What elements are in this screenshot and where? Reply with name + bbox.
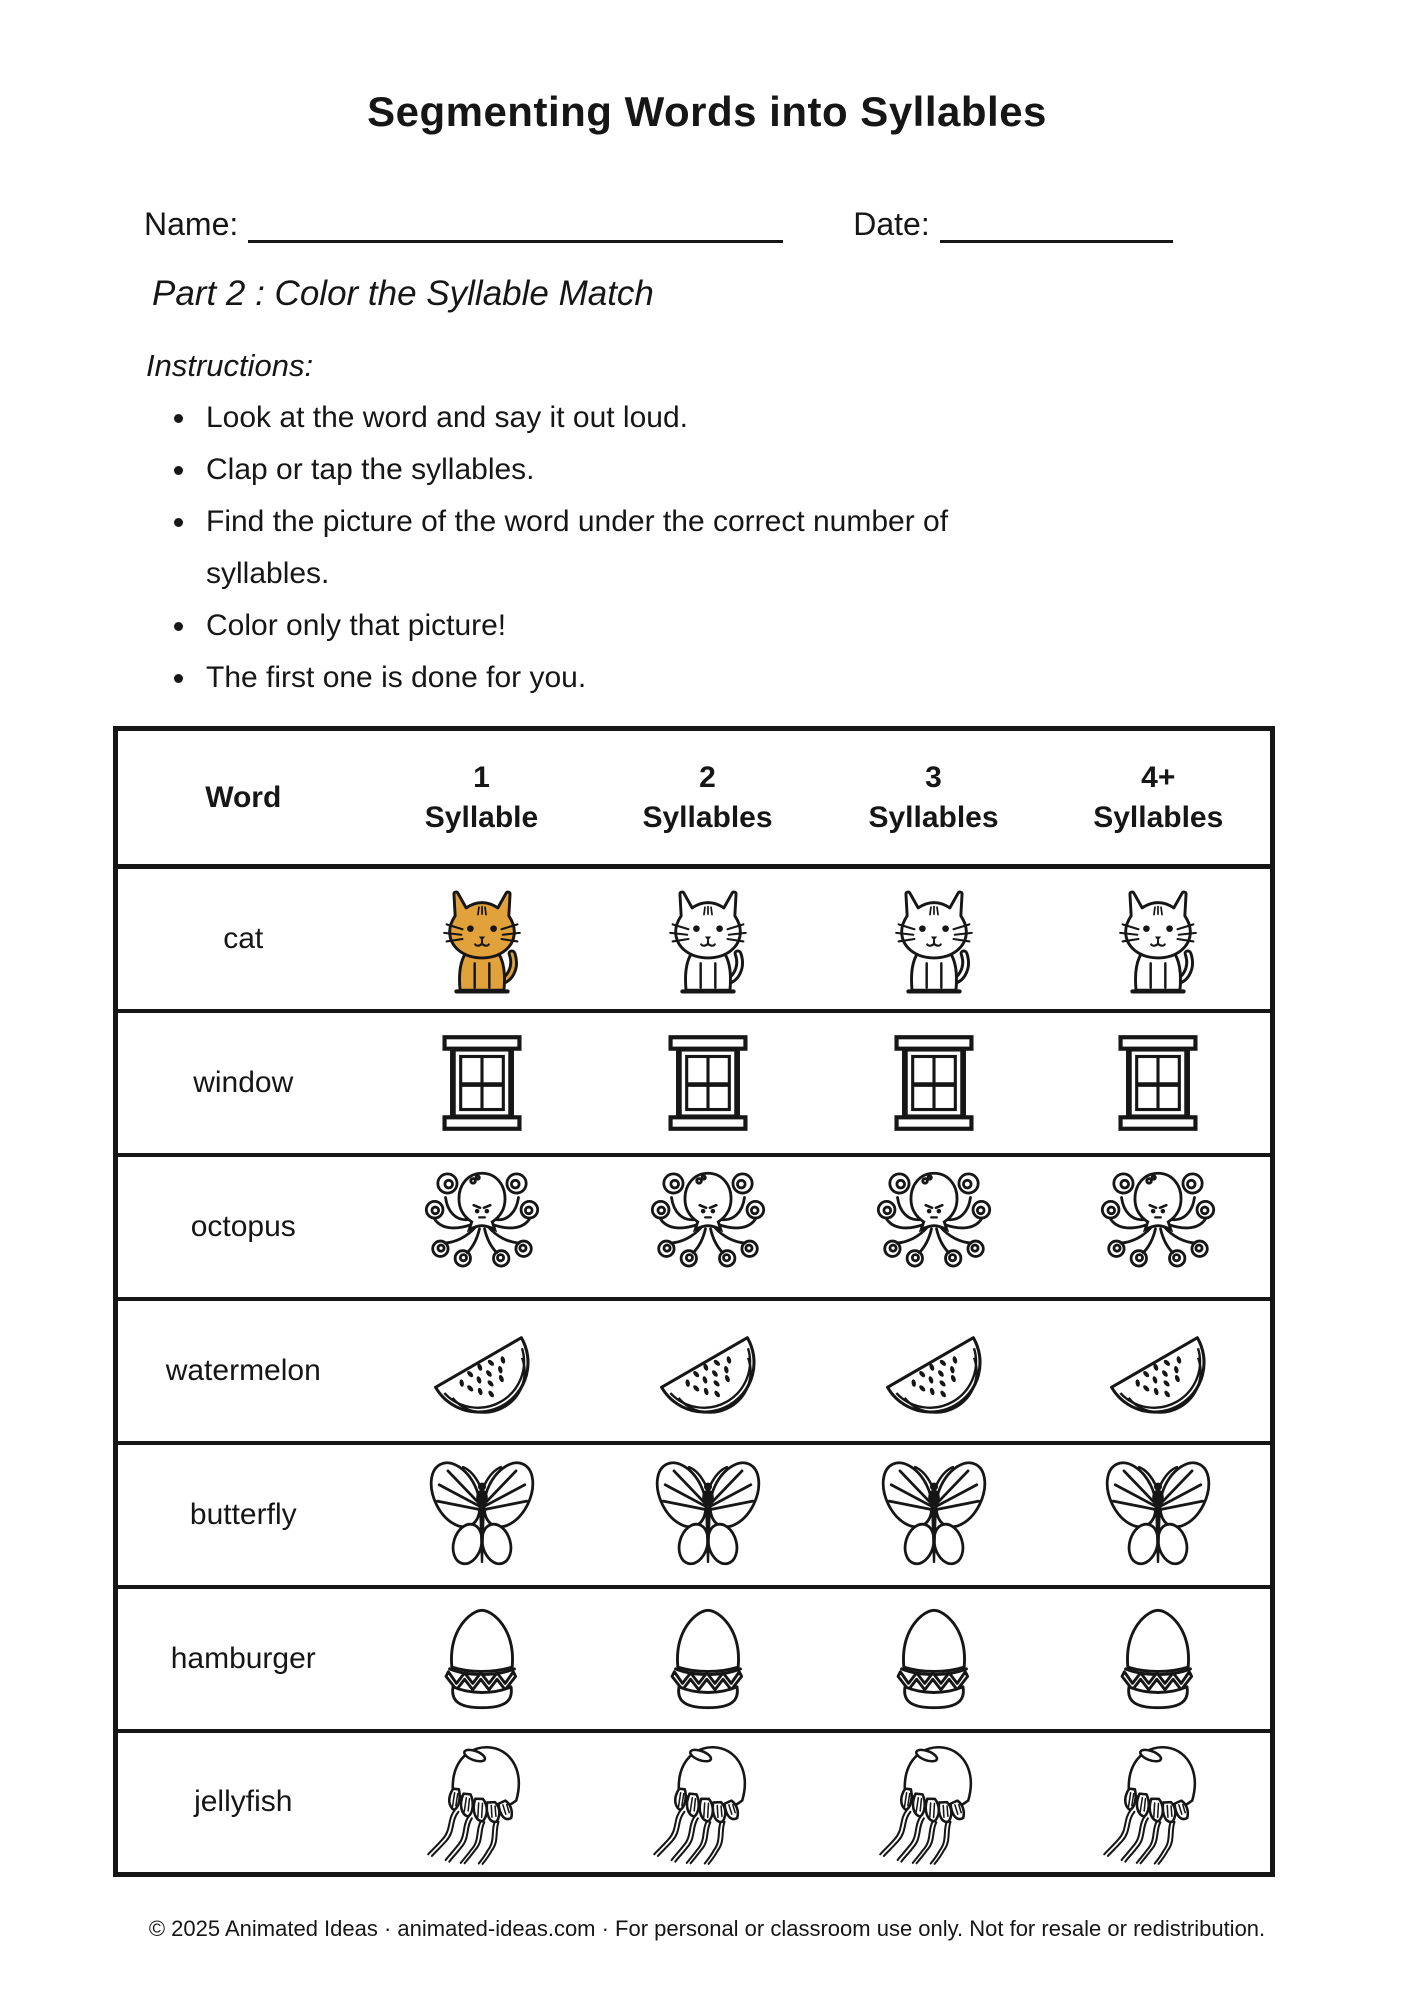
jellyfish-icon[interactable] [417, 1738, 547, 1866]
footer-note: © 2025 Animated Ideas · animated-ideas.com · For personal or classroom use only. Not for resale or redistribution. [148, 1916, 1266, 1941]
picture-cell[interactable] [1047, 1011, 1273, 1155]
window-icon[interactable] [656, 1027, 760, 1139]
picture-cell[interactable] [595, 1443, 821, 1587]
picture-cell[interactable] [369, 1443, 595, 1587]
word-label: watermelon [116, 1299, 369, 1443]
octopus-icon[interactable] [413, 1163, 551, 1291]
picture-cell[interactable] [369, 1155, 595, 1299]
picture-cell[interactable] [1047, 1299, 1273, 1443]
table-row [116, 1299, 1273, 1443]
picture-cell[interactable] [821, 1443, 1047, 1587]
octopus-icon[interactable] [639, 1163, 777, 1291]
octopus-icon[interactable] [1089, 1163, 1227, 1291]
word-label: jellyfish [194, 1785, 293, 1819]
instruction-item: • Color only that picture! [198, 600, 1008, 652]
picture-cell[interactable] [1047, 867, 1273, 1011]
cat-icon[interactable] [873, 878, 995, 1000]
picture-cell[interactable] [369, 1587, 595, 1731]
watermelon-icon[interactable] [418, 1312, 546, 1430]
instruction-item: • Clap or tap the syllables. [198, 444, 1008, 496]
butterfly-icon[interactable] [418, 1452, 546, 1578]
picture-cell[interactable] [821, 1731, 1047, 1875]
instructions-list [150, 392, 1008, 704]
date-blank-line[interactable] [940, 204, 1173, 243]
watermelon-icon[interactable] [870, 1312, 998, 1430]
picture-cell[interactable] [1047, 1587, 1273, 1731]
cat-icon[interactable] [647, 878, 769, 1000]
watermelon-icon[interactable] [1094, 1312, 1222, 1430]
octopus-icon[interactable] [865, 1163, 1003, 1291]
table-row [116, 1587, 1273, 1731]
picture-cell[interactable] [1047, 1155, 1273, 1299]
picture-cell[interactable] [369, 867, 595, 1011]
word-label: cat [116, 867, 369, 1011]
picture-cell[interactable] [595, 867, 821, 1011]
picture-cell[interactable] [821, 867, 1047, 1011]
word-label: hamburger [116, 1587, 369, 1731]
picture-cell[interactable] [595, 1011, 821, 1155]
syllable-table [113, 726, 1275, 1877]
picture-cell[interactable] [1047, 1443, 1273, 1587]
instruction-item: • The first one is done for you. [198, 652, 1008, 704]
table-header-row [116, 729, 1273, 867]
butterfly-icon[interactable] [870, 1452, 998, 1578]
butterfly-icon[interactable] [644, 1452, 772, 1578]
picture-cell[interactable] [369, 1299, 595, 1443]
table-row [116, 1011, 1273, 1155]
column-header-2-syllables: 2 Syllables [595, 729, 821, 867]
word-label: butterfly [116, 1443, 369, 1587]
hamburger-icon[interactable] [423, 1601, 541, 1717]
picture-cell[interactable] [595, 1299, 821, 1443]
column-header-3-syllables: 3 Syllables [821, 729, 1047, 867]
name-blank-line[interactable] [248, 204, 783, 243]
table-row [116, 1443, 1273, 1587]
picture-cell[interactable] [1047, 1731, 1273, 1875]
column-header-word: Word [116, 729, 369, 867]
window-icon[interactable] [1106, 1027, 1210, 1139]
jellyfish-icon[interactable] [869, 1738, 999, 1866]
page-title: Segmenting Words into Syllables [367, 88, 1047, 135]
table-row [116, 867, 1273, 1011]
window-icon[interactable] [430, 1027, 534, 1139]
picture-cell[interactable] [821, 1011, 1047, 1155]
column-header-1-syllable: 1 Syllable [369, 729, 595, 867]
hamburger-icon[interactable] [875, 1601, 993, 1717]
cat-icon[interactable] [1097, 878, 1219, 1000]
picture-cell[interactable] [821, 1587, 1047, 1731]
picture-cell[interactable] [821, 1299, 1047, 1443]
table-body [116, 867, 1273, 1875]
section-heading: Part 2 : Color the Syllable Match [152, 274, 654, 313]
instructions-label: Instructions: [146, 348, 314, 383]
name-label: Name: [144, 206, 239, 242]
picture-cell[interactable] [595, 1587, 821, 1731]
date-label: Date: [853, 206, 930, 242]
picture-cell[interactable] [595, 1731, 821, 1875]
picture-cell[interactable] [369, 1731, 595, 1875]
table-row [116, 1731, 1273, 1875]
picture-cell[interactable] [595, 1155, 821, 1299]
watermelon-icon[interactable] [644, 1312, 772, 1430]
jellyfish-icon[interactable] [1093, 1738, 1223, 1866]
butterfly-icon[interactable] [1094, 1452, 1222, 1578]
column-header-4plus-syllables: 4+ Syllables [1047, 729, 1273, 867]
picture-cell[interactable] [369, 1011, 595, 1155]
name-date-row [144, 204, 1173, 243]
word-label: window [116, 1011, 369, 1155]
window-icon[interactable] [882, 1027, 986, 1139]
instruction-item: • Look at the word and say it out loud. [198, 392, 1008, 444]
table-row [116, 1155, 1273, 1299]
instruction-item: • Find the picture of the word under the correct number of syllables. [198, 496, 1008, 600]
picture-cell[interactable] [821, 1155, 1047, 1299]
hamburger-icon[interactable] [649, 1601, 767, 1717]
hamburger-icon[interactable] [1099, 1601, 1217, 1717]
word-label: octopus [116, 1155, 369, 1299]
cat-icon[interactable] [421, 878, 543, 1000]
jellyfish-icon[interactable] [643, 1738, 773, 1866]
